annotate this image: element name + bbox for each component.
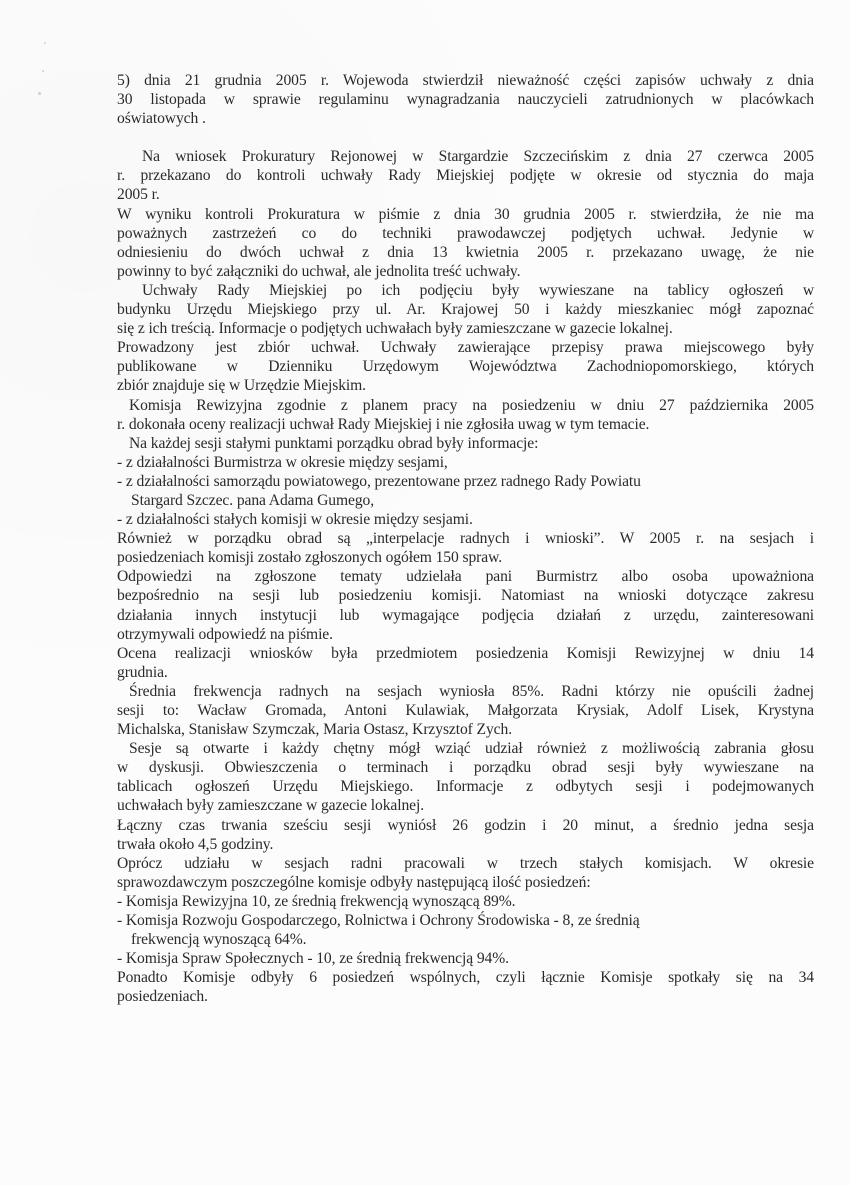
- text-line: Komisja Rewizyjna zgodnie z planem pracy na posiedzeniu w dniu 27 października 2005: [129, 396, 814, 414]
- text-line: - z działalności samorządu powiatowego, prezentowane przez radnego Rady Powiatu: [117, 472, 641, 490]
- text-line: sesji to: Wacław Gromada, Antoni Kulawiak, Małgorzata Krysiak, Adolf Lisek, Krystyna: [117, 702, 814, 719]
- text-line: trwała około 4,5 godziny.: [117, 835, 274, 853]
- text-line: - z działalności Burmistrza w okresie między sesjami,: [117, 453, 448, 471]
- text-line: - Komisja Spraw Społecznych - 10, ze średnią frekwencją 94%.: [117, 950, 509, 968]
- text-line: publikowane w Dzienniku Urzędowym Województwa Zachodniopomorskiego, których: [117, 358, 814, 376]
- text-line: otrzymywali odpowiedź na piśmie.: [117, 625, 333, 643]
- text-line: Sesje są otwarte i każdy chętny mógł wziąć udział również z możliwością zabrania głosu: [129, 740, 814, 758]
- text-line: r. dokonała oceny realizacji uchwał Rady Miejskiej i nie zgłosiła uwag w tym temacie.: [117, 415, 650, 433]
- text-line: grudnia.: [117, 663, 168, 681]
- text-line: Średnia frekwencja radnych na sesjach wyniosła 85%. Radni którzy nie opuścili żadnej: [129, 682, 814, 700]
- text-line: frekwencją wynoszącą 64%.: [131, 931, 307, 949]
- text-line: budynku Urzędu Miejskiego przy ul. Ar. Krajowej 50 i każdy mieszkaniec mógł zapoznać: [117, 301, 814, 319]
- text-line: Ocena realizacji wniosków była przedmiotem posiedzenia Komisji Rewizyjnej w dniu 14: [117, 644, 814, 662]
- text-line: 5) dnia 21 grudnia 2005 r. Wojewoda stwierdził nieważność części zapisów uchwały z dnia: [117, 72, 814, 89]
- text-line: Michalska, Stanisław Szymczak, Maria Ostasz, Krzysztof Zych.: [117, 721, 512, 739]
- text-line: się z ich treścią. Informacje o podjętych uchwałach były zamieszczane w gazecie lokalnej.: [117, 320, 673, 338]
- text-line: Również w porządku obrad są „interpelacje radnych i wnioski”. W 2005 r. na sesjach i: [117, 530, 814, 548]
- text-line: uchwałach były zamieszczane w gazecie lokalnej.: [117, 797, 425, 815]
- paragraph-gap: [117, 128, 814, 147]
- text-line: Na wniosek Prokuratury Rejonowej w Stargardzie Szczecińskim z dnia 27 czerwca 2005: [142, 148, 814, 166]
- scan-speck: [38, 92, 41, 95]
- text-line: Stargard Szczec. pana Adama Gumego,: [131, 491, 375, 509]
- text-line: posiedzeniach.: [117, 988, 208, 1006]
- text-line: powinny to być załączniki do uchwał, ale jednolita treść uchwały.: [117, 262, 521, 280]
- text-line: 2005 r.: [117, 186, 160, 204]
- text-line: bezpośrednio na sesji lub posiedzeniu komisji. Natomiast na wnioski dotyczące zakresu: [117, 587, 814, 605]
- text-line: Na każdej sesji stałymi punktami porządku obrad były informacje:: [129, 434, 539, 452]
- text-line: sprawozdawczym poszczególne komisje odbyły następującą ilość posiedzeń:: [117, 873, 591, 891]
- text-line: Odpowiedzi na zgłoszone tematy udzielała pani Burmistrz albo osoba upoważniona: [117, 568, 814, 586]
- text-line: odniesieniu do dwóch uchwał z dnia 13 kwietnia 2005 r. przekazano uwagę, że nie: [117, 243, 814, 261]
- text-line: Łączny czas trwania sześciu sesji wyniósł 26 godzin i 20 minut, a średnio jedna sesja: [117, 816, 814, 834]
- text-line: - Komisja Rewizyjna 10, ze średnią frekwencją wynoszącą 89%.: [117, 892, 516, 910]
- text-line: posiedzeniach komisji zostało zgłoszonych ogółem 150 spraw.: [117, 549, 503, 567]
- document-body: [117, 71, 814, 1007]
- scan-speck: [42, 70, 44, 72]
- text-line: działania innych instytucji lub wymagające podjęcia działań z urzędu, zainteresowani: [117, 606, 814, 624]
- text-line: r. przekazano do kontroli uchwały Rady Miejskiej podjęte w okresie od stycznia do maja: [117, 167, 814, 185]
- text-line: W wyniku kontroli Prokuratura w piśmie z dnia 30 grudnia 2005 r. stwierdziła, że nie ma: [117, 205, 814, 223]
- text-line: tablicach ogłoszeń Urzędu Miejskiego. Informacje z odbytych sesji i podejmowanych: [117, 778, 814, 796]
- text-line: 30 listopada w sprawie regulaminu wynagradzania nauczycieli zatrudnionych w placówkach: [117, 91, 814, 109]
- text-line: Ponadto Komisje odbyły 6 posiedzeń wspólnych, czyli łącznie Komisje spotkały się na 34: [117, 969, 814, 987]
- text-line: - Komisja Rozwoju Gospodarczego, Rolnictwa i Ochrony Środowiska - 8, ze średnią: [117, 912, 640, 930]
- text-line: Oprócz udziału w sesjach radni pracowali w trzech stałych komisjach. W okresie: [117, 854, 814, 872]
- scan-speck: [44, 42, 46, 44]
- text-line: oświatowych .: [117, 110, 206, 128]
- text-line: - z działalności stałych komisji w okresie między sesjami.: [117, 511, 473, 529]
- text-line: Uchwały Rady Miejskiej po ich podjęciu były wywieszane na tablicy ogłoszeń w: [142, 281, 814, 299]
- text-line: w dyskusji. Obwieszczenia o terminach i porządku obrad sesji były wywieszane na: [117, 759, 814, 777]
- text-line: Prowadzony jest zbiór uchwał. Uchwały zawierające przepisy prawa miejscowego były: [117, 339, 814, 357]
- text-line: zbiór znajduje się w Urzędzie Miejskim.: [117, 377, 366, 395]
- text-line: poważnych zastrzeżeń co do techniki prawodawczej podjętych uchwał. Jedynie w: [117, 224, 814, 242]
